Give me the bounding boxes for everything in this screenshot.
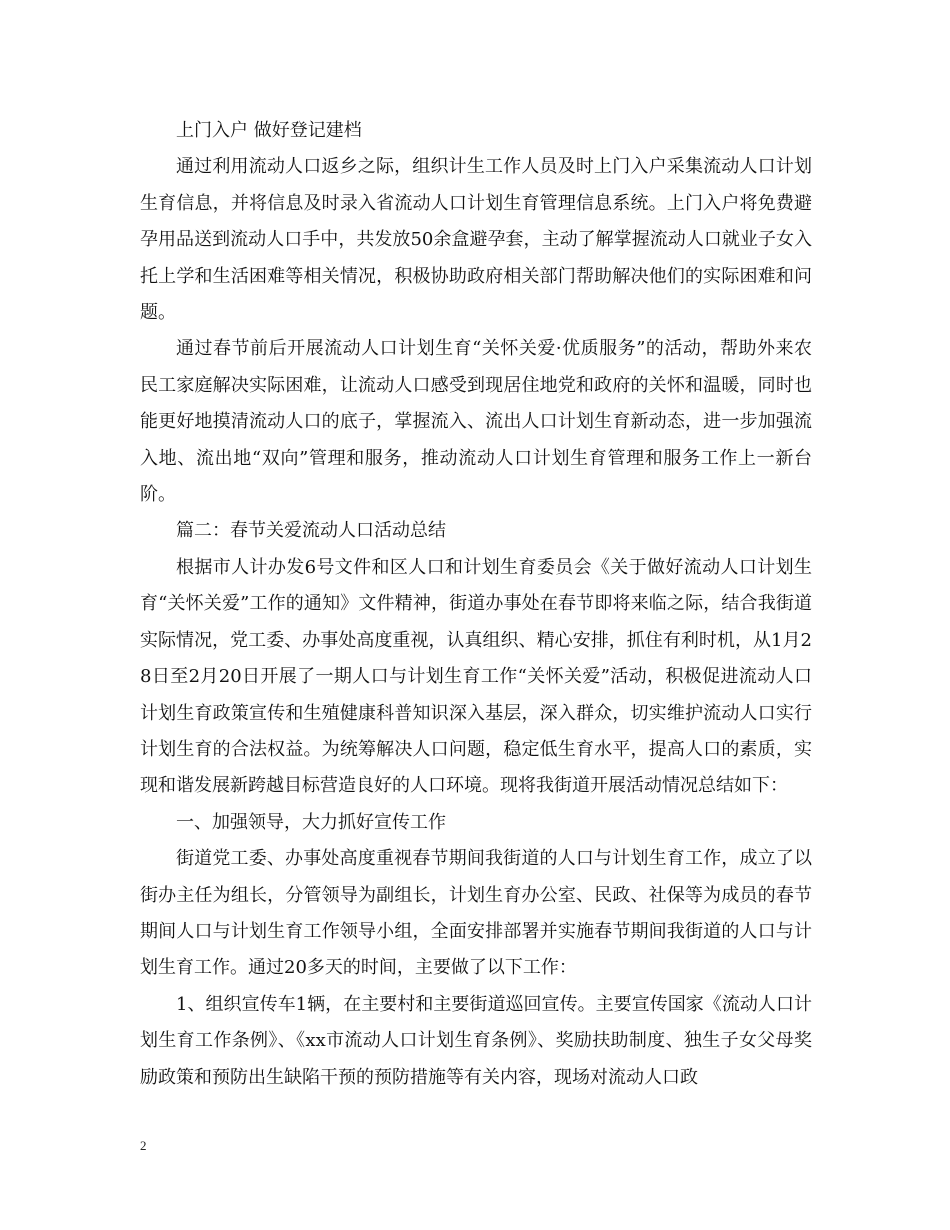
body-paragraph: 通过利用流动人口返乡之际，组织计生工作人员及时上门入户采集流动人口计划生育信息，并将信息及时录入省流动人口计划生育管理信息系统。上门入户将免费避孕用品送到流动人口手中，共发放50余盒避孕套，主动了解掌握流动人口就业子女入托上学和生活困难等相关情况，积极协助政府相关部门帮助解决他们的实际困难和问题。	[140, 156, 812, 324]
article-title: 篇二：春节关爱流动人口活动总结	[176, 520, 446, 542]
document-body	[140, 113, 812, 1096]
body-paragraph: 根据市人计办发6号文件和区人口和计划生育委员会《关于做好流动人口计划生育“关怀关爱”工作的通知》文件精神，街道办事处在春节即将来临之际，结合我街道实际情况，党工委、办事处高度重视，认真组织、精心安排，抓住有利时机，从1月28日至2月20日开展了一期人口与计划生育工作“关怀关爱”活动，积极促进流动人口计划生育政策宣传和生殖健康科普知识深入基层，深入群众，切实维护流动人口实行计划生育的合法权益。为统筹解决人口问题，稳定低生育水平，提高人口的素质，实现和谐发展新跨越目标营造良好的人口环境。现将我街道开展活动情况总结如下：	[140, 556, 812, 797]
section-heading: 一、加强领导，大力抓好宣传工作	[176, 811, 446, 833]
section-heading: 上门入户 做好登记建档	[176, 120, 362, 141]
body-paragraph: 1、组织宣传车1辆，在主要村和主要街道巡回宣传。主要宣传国家《流动人口计划生育工作条例》、《xx市流动人口计划生育条例》、奖励扶助制度、独生子女父母奖励政策和预防出生缺陷干预的预防措施等有关内容，现场对流动人口政	[140, 993, 812, 1088]
body-paragraph: 通过春节前后开展流动人口计划生育“关怀关爱·优质服务”的活动，帮助外来农民工家庭解决实际困难，让流动人口感受到现居住地党和政府的关怀和温暖，同时也能更好地摸清流动人口的底子，掌握流入、流出人口计划生育新动态，进一步加强流入地、流出地“双向”管理和服务，推动流动人口计划生育管理和服务工作上一新台阶。	[140, 338, 812, 506]
body-paragraph: 街道党工委、办事处高度重视春节期间我街道的人口与计划生育工作，成立了以街办主任为组长，分管领导为副组长，计划生育办公室、民政、社保等为成员的春节期间人口与计划生育工作领导小组，全面安排部署并实施春节期间我街道的人口与计划生育工作。通过20多天的时间，主要做了以下工作：	[140, 848, 812, 979]
page-number: 2	[140, 1138, 147, 1153]
